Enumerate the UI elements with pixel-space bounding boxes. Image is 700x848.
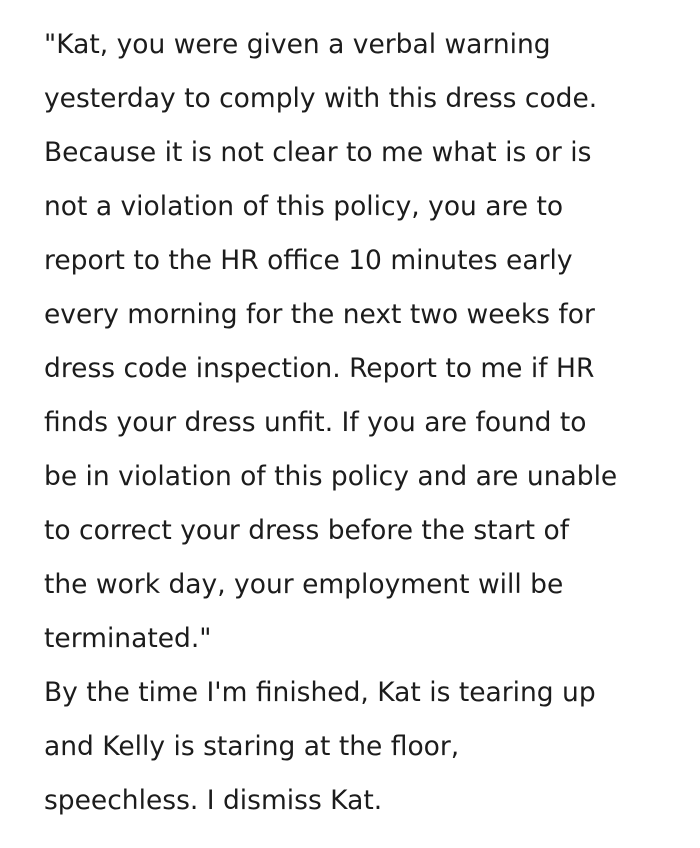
- text-line: not a violation of this policy, you are to: [44, 191, 564, 222]
- quote-paragraph: [44, 18, 617, 666]
- text-line: every morning for the next two weeks for: [44, 299, 595, 330]
- text-line: "Kat, you were given a verbal warning: [44, 29, 551, 60]
- text-line: to correct your dress before the start of: [44, 515, 570, 546]
- text-line: dress code inspection. Report to me if HR: [44, 353, 595, 384]
- text-line: the work day, your employment will be: [44, 569, 564, 600]
- text-line: speechless. I dismiss Kat.: [44, 785, 383, 816]
- text-line: report to the HR office 10 minutes early: [44, 245, 573, 276]
- text-line: yesterday to comply with this dress code.: [44, 83, 598, 114]
- story-text: [44, 18, 617, 828]
- text-line: finds your dress unfit. If you are found to: [44, 407, 587, 438]
- text-line: terminated.": [44, 623, 212, 654]
- narration-paragraph: [44, 666, 617, 828]
- text-line: Because it is not clear to me what is or is: [44, 137, 592, 168]
- text-line: be in violation of this policy and are unable: [44, 461, 618, 492]
- text-line: By the time I'm finished, Kat is tearing up: [44, 677, 596, 708]
- text-line: and Kelly is staring at the floor,: [44, 731, 460, 762]
